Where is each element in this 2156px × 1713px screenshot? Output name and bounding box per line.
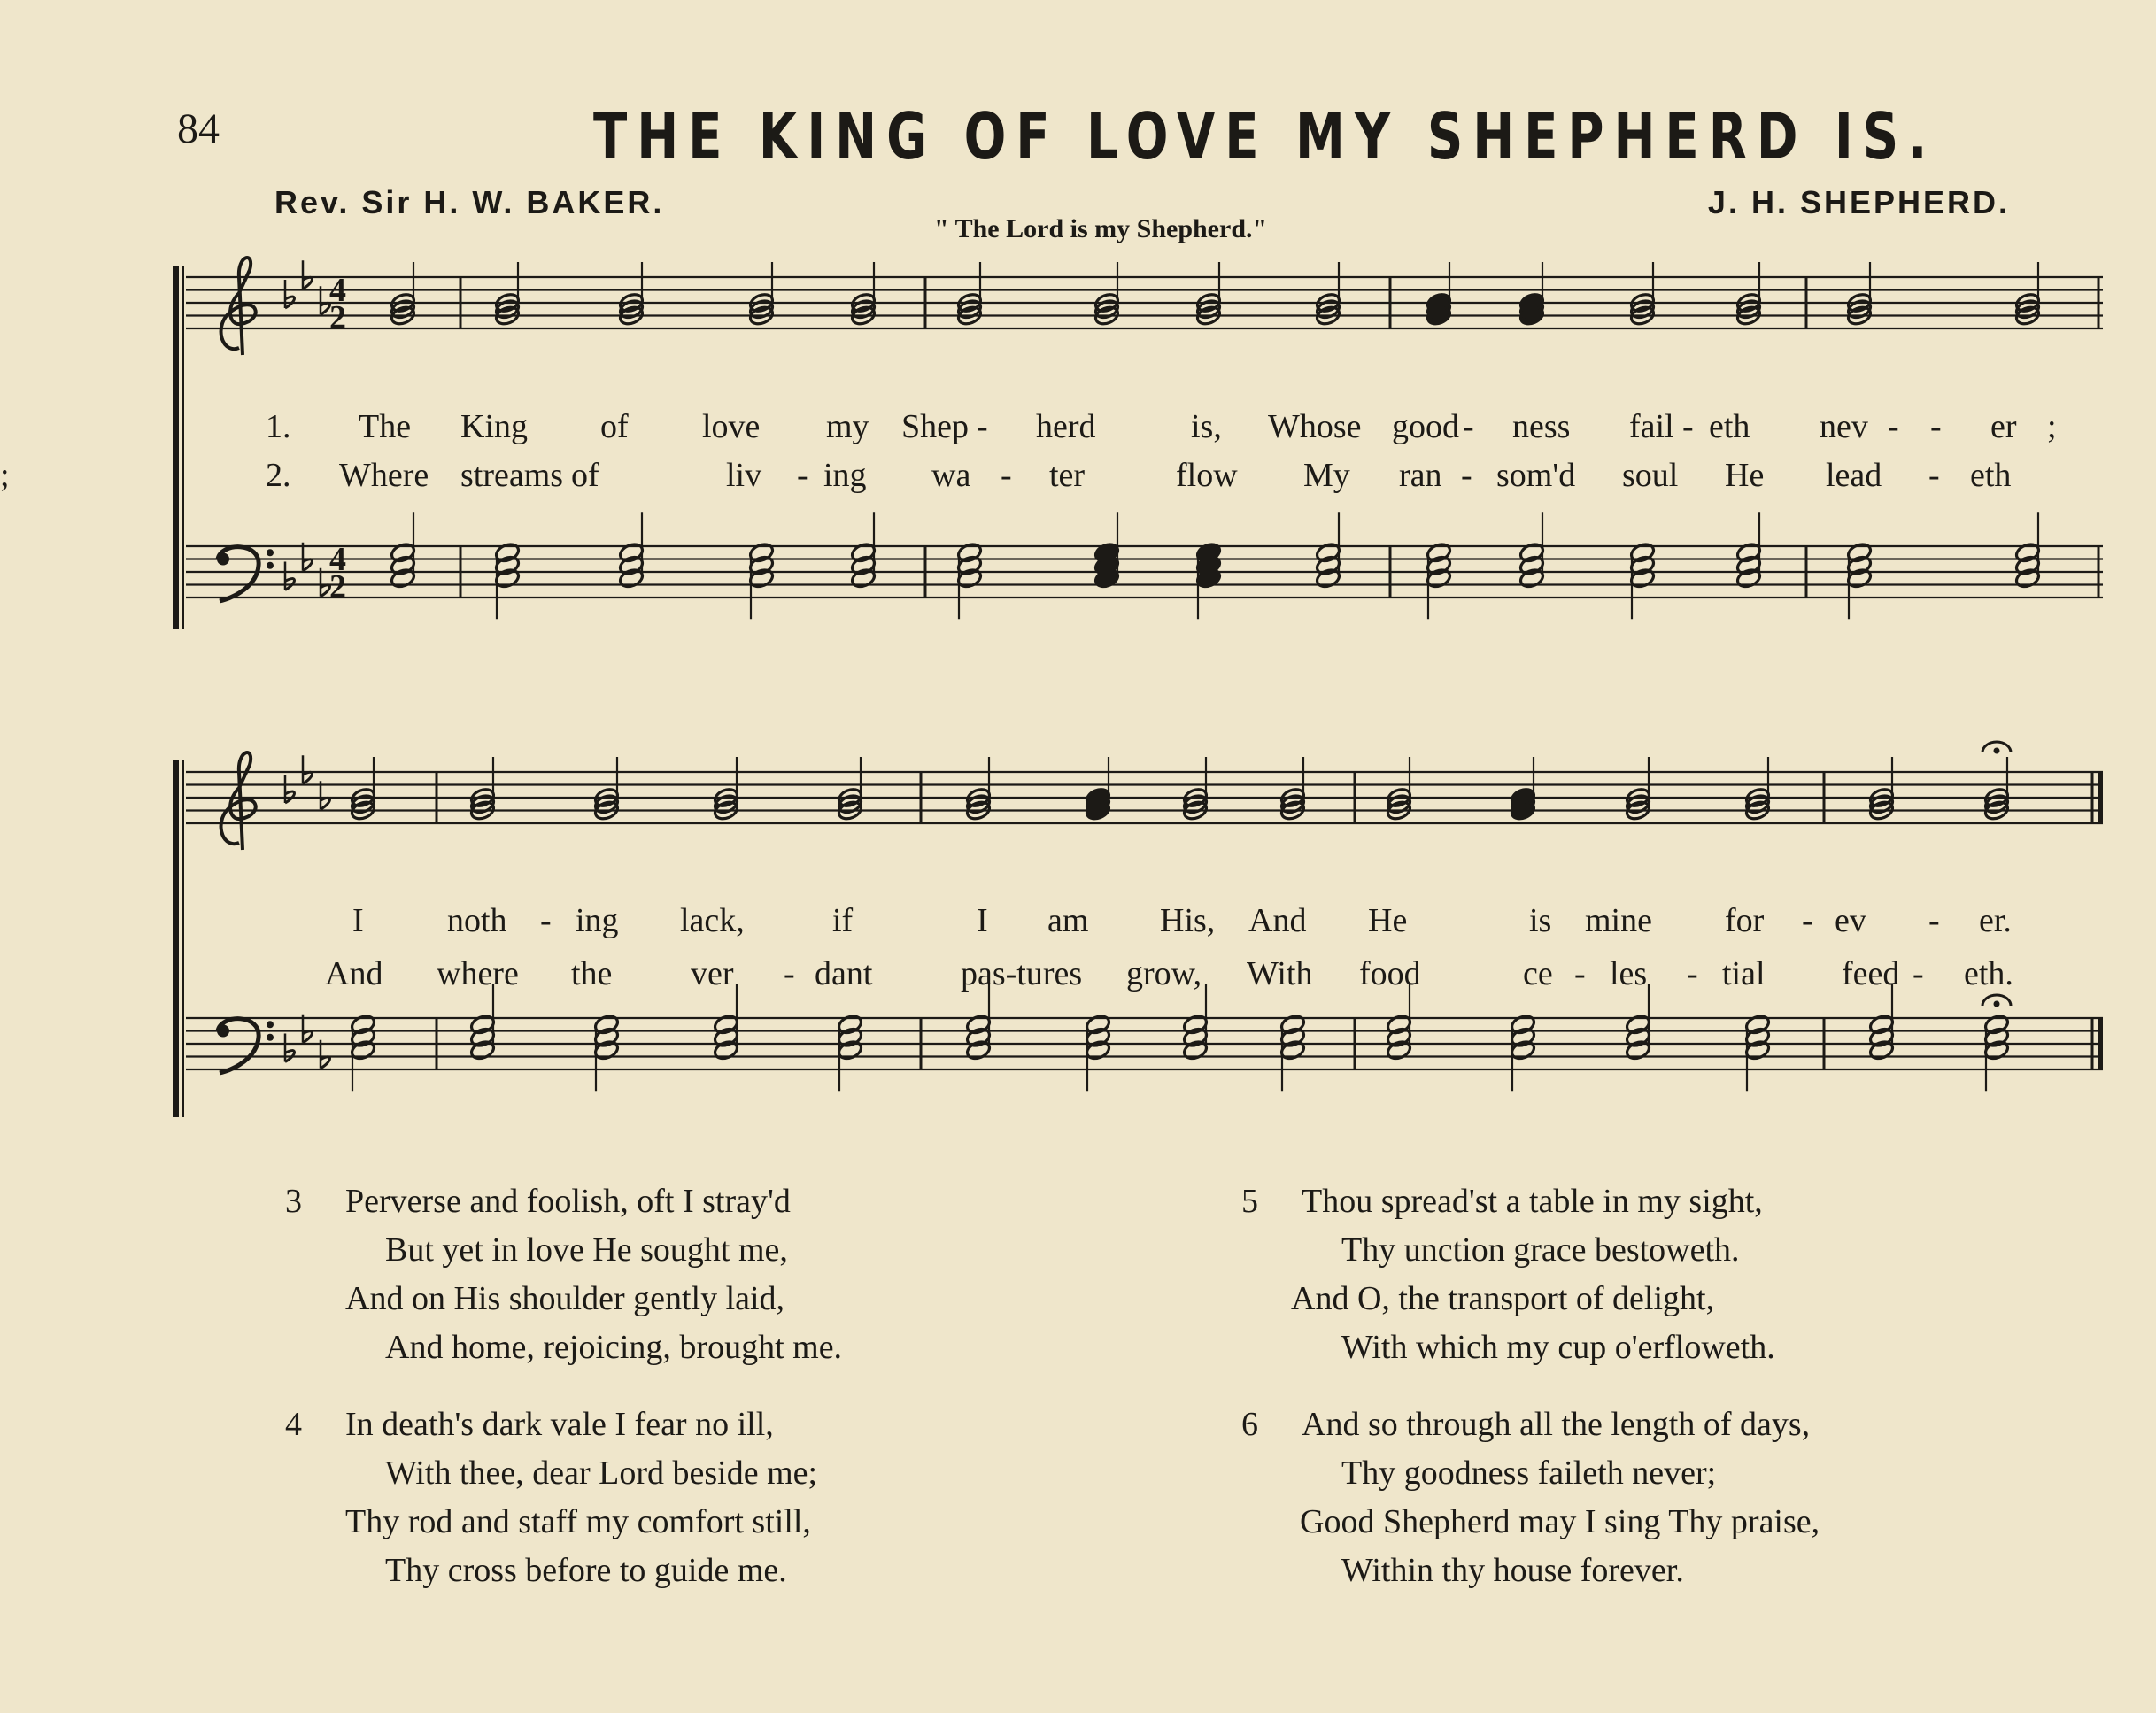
flat-sign-bowl [303, 1031, 313, 1043]
fermata-dot [1994, 748, 1999, 753]
lyric-syllable: And [1248, 902, 1307, 939]
stanza-line: And so through all the length of days, [1302, 1406, 1811, 1443]
lyric-syllable: if [832, 902, 854, 939]
lyric-syllable: - [977, 408, 988, 445]
stanza-line: Within thy house forever. [1341, 1552, 1684, 1589]
stanza-line: With which my cup o'erfloweth. [1341, 1329, 1775, 1366]
lyric-syllable: herd [1036, 408, 1096, 445]
lyric-syllable: is, [1191, 408, 1222, 445]
lyric-syllable: where [437, 955, 519, 992]
staff-lines [186, 277, 2103, 1069]
lyric-syllable: ing [576, 902, 619, 939]
lyric-syllable: ; [2047, 408, 2057, 445]
lyric-syllable: - [1928, 457, 1940, 494]
lyric-syllable: flow [1176, 457, 1238, 494]
lyric-syllable: the [571, 955, 613, 992]
lyric-syllable: My [1303, 457, 1350, 494]
lyric-syllable: - [797, 457, 808, 494]
lyric-syllable: is [1529, 902, 1552, 939]
lyric-syllable: With [1247, 955, 1313, 992]
flat-sign-bowl [303, 277, 313, 289]
lyric-syllable: eth. [1964, 955, 2013, 992]
lyric-syllable: ness [1512, 408, 1571, 445]
flat-sign-bowl [321, 585, 330, 597]
lyric-syllable: grow, [1126, 955, 1202, 992]
lyric-syllable: er [1990, 408, 2017, 445]
treble-clef-icon [221, 258, 256, 355]
stanza-line: And on His shoulder gently laid, [345, 1280, 785, 1317]
lyric-syllable: - [1928, 902, 1940, 939]
lyric-syllable: lack, [680, 902, 745, 939]
lyric-syllable: - [1802, 902, 1813, 939]
lyric-syllable: ran [1399, 457, 1442, 494]
lyric-syllable: - [1463, 408, 1474, 445]
lyric-syllable: am [1047, 902, 1089, 939]
lyric-syllable: He [1368, 902, 1408, 939]
stanza-5 [1241, 1177, 1775, 1372]
lyric-syllable: And [325, 955, 383, 992]
time-signature-top: 4 [329, 272, 346, 309]
lyric-syllable: I [977, 902, 988, 939]
lyric-syllable: dant [815, 955, 873, 992]
lyric-syllable: His, [1160, 902, 1216, 939]
lyric-syllable: - [1574, 955, 1586, 992]
stanza-line: Perverse and foolish, oft I stray'd [345, 1183, 791, 1220]
lyric-syllable: streams [460, 457, 564, 494]
system-bracket [173, 760, 179, 1117]
lyric-syllable: tial [1722, 955, 1766, 992]
lyric-syllable: fail [1629, 408, 1674, 445]
stanza-number: 5 [1241, 1183, 1258, 1220]
lyric-syllable: eth [1970, 457, 2012, 494]
stanza-line: And home, rejoicing, brought me. [385, 1329, 843, 1366]
lyric-syllable: wa [931, 457, 971, 494]
lyric-syllable: - [1682, 408, 1694, 445]
lyric-syllable: er. [1979, 902, 2012, 939]
verse-number: 1. [266, 408, 291, 445]
lyric-syllable: Where [339, 457, 429, 494]
stanza-3 [285, 1177, 843, 1372]
lyric-syllable: love [702, 408, 761, 445]
lyric-syllable: mine [1585, 902, 1652, 939]
lyric-syllable: ter [1049, 457, 1086, 494]
lyric-syllable: les [1610, 955, 1648, 992]
lyric-syllable: nev [1820, 408, 1868, 445]
stanza-4 [285, 1400, 818, 1595]
lyric-syllable: good [1392, 408, 1459, 445]
lyricist-credit: Rev. Sir H. W. BAKER. [274, 184, 665, 220]
time-signature-top: 4 [329, 541, 346, 578]
stanza-line: With thee, dear Lord beside me; [385, 1455, 818, 1492]
stanza-6 [1241, 1400, 1820, 1595]
lyric-syllable: of [600, 408, 629, 445]
lyric-syllable: - [1888, 408, 1899, 445]
lyric-syllable: - [540, 902, 552, 939]
stanza-line: Thy rod and staff my comfort still, [345, 1503, 811, 1540]
stanza-number: 3 [285, 1183, 302, 1220]
lyric-syllable: He [1725, 457, 1765, 494]
stanza-number: 6 [1241, 1406, 1258, 1443]
lyric-syllable: - [1461, 457, 1472, 494]
lyric-syllable: I [352, 902, 364, 939]
stanza-line: Good Shepherd may I sing Thy praise, [1300, 1503, 1820, 1540]
epigraph: " The Lord is my Shepherd." [934, 214, 1268, 243]
lyric-syllable: Shep [901, 408, 969, 445]
lyric-syllable: The [359, 408, 412, 445]
clefs-and-keys [217, 258, 346, 1073]
lyric-syllable: for [1725, 902, 1765, 939]
lyric-syllable: liv [726, 457, 762, 494]
lyric-syllable: feed [1842, 955, 1900, 992]
stanza-line: And O, the transport of delight, [1291, 1280, 1715, 1317]
lyric-syllable: of [571, 457, 599, 494]
lyric-syllable: ce [1523, 955, 1553, 992]
bass-clef-dot [267, 1034, 274, 1041]
time-signature-bottom: 2 [329, 568, 346, 606]
page-number: 84 [177, 105, 220, 152]
lyric-syllable: pas-tures [961, 955, 1083, 992]
bass-clef-dot [267, 1021, 274, 1028]
final-bar-thick [2098, 772, 2103, 823]
bass-clef-dot [267, 549, 274, 556]
flat-sign-bowl [303, 772, 313, 783]
flat-sign-bowl [321, 1057, 330, 1069]
lyric-syllable: food [1359, 955, 1421, 992]
hymn-title: THE KING OF LOVE MY SHEPHERD IS. [593, 99, 1937, 174]
lyric-syllable: - [1001, 457, 1012, 494]
lyric-syllable: eth [1709, 408, 1750, 445]
lyric-syllable: - [1913, 955, 1924, 992]
lyric-syllable: - [1687, 955, 1698, 992]
lyric-syllable: soul [1622, 457, 1679, 494]
flat-sign-bowl [303, 559, 313, 571]
lyric-syllable: ver [691, 955, 734, 992]
lyric-syllable: lead [1826, 457, 1882, 494]
system-bracket [173, 266, 179, 629]
fermata-dot [1994, 1001, 1999, 1007]
lyric-syllable: my [826, 408, 869, 445]
flat-sign-bowl [321, 303, 330, 314]
final-bar-thick [2098, 1018, 2103, 1069]
bass-clef-dot [267, 562, 274, 569]
lyric-syllable: King [460, 408, 528, 445]
time-signature-bottom: 2 [329, 299, 346, 336]
treble-clef-icon [221, 752, 256, 850]
lyric-syllable: ing [823, 457, 867, 494]
composer-credit: J. H. SHEPHERD. [1707, 184, 2010, 220]
stanza-line: Thou spread'st a table in my sight, [1302, 1183, 1763, 1220]
stanza-line: But yet in love He sought me, [385, 1231, 788, 1269]
stanza-line: Thy goodness faileth never; [1341, 1455, 1717, 1492]
flat-sign-bowl [321, 798, 330, 809]
stanza-number: 4 [285, 1406, 302, 1443]
stanza-line: In death's dark vale I fear no ill, [345, 1406, 774, 1443]
stanza-line: Thy unction grace bestoweth. [1341, 1231, 1740, 1269]
lyric-syllable: ev [1835, 902, 1866, 939]
lyric-syllable: - [1930, 408, 1942, 445]
verse-number: 2. [266, 457, 291, 494]
lyric-syllable: Whose [1268, 408, 1362, 445]
lyric-syllable: ; [0, 457, 10, 494]
lyric-syllable: som'd [1496, 457, 1576, 494]
stanza-line: Thy cross before to guide me. [385, 1552, 787, 1589]
lyric-syllable: noth [447, 902, 507, 939]
lyric-syllable: - [784, 955, 795, 992]
